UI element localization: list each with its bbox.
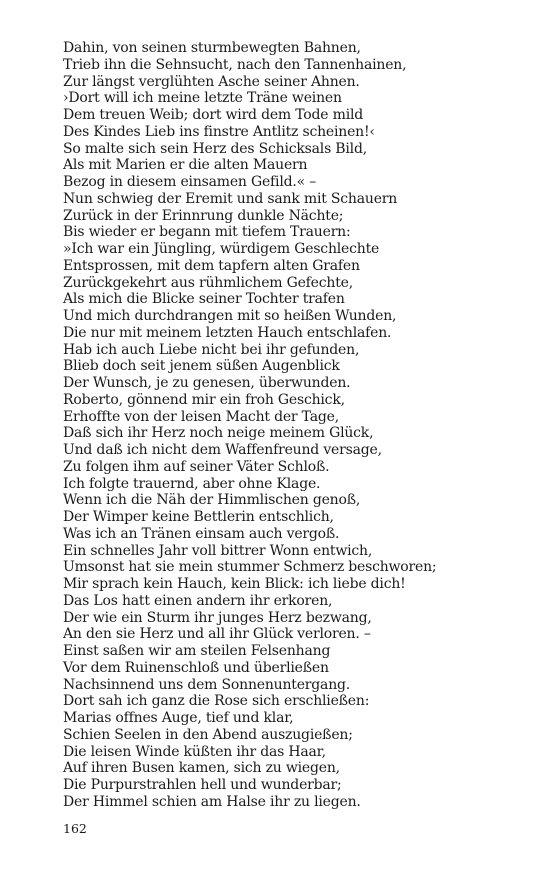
page-number: 162 — [63, 821, 87, 836]
poem-line: Die nur mit meinem letzten Hauch entschlafen. — [63, 324, 392, 341]
poem-line: Und daß ich nicht dem Waffenfreund versage, — [63, 442, 382, 458]
poem-line: Bezog in diesem einsamen Gefild.« – — [63, 174, 317, 190]
poem-line: Auf ihren Busen kamen, sich zu wiegen, — [63, 760, 340, 777]
poem-line: Ein schnelles Jahr voll bittrer Wonn entwich, — [63, 542, 373, 559]
poem-line: Bis wieder er begann mit tiefem Trauern: — [63, 224, 351, 241]
poem-line: Die leisen Winde küßten ihr das Haar, — [63, 743, 326, 760]
poem-line: Der wie ein Sturm ihr junges Herz bezwang, — [63, 609, 372, 626]
poem-line: Wenn ich die Näh der Himmlischen genoß, — [63, 492, 361, 509]
poem-line: Vor dem Ruinenschloß und überließen — [63, 659, 329, 676]
poem-line: Als mich die Blicke seiner Tochter trafen — [63, 291, 345, 308]
poem-line: Der Himmel schien am Halse ihr zu liegen. — [63, 793, 361, 810]
poem-line: Blieb doch seit jenem süßen Augenblick — [63, 358, 340, 375]
poem-line: Roberto, gönnend mir ein froh Geschick, — [63, 391, 345, 408]
poem-line: Der Wunsch, je zu genesen, überwunden. — [63, 375, 351, 391]
poem-line: ›Dort will ich meine letzte Träne weinen — [63, 90, 342, 107]
poem-line: Marias offnes Auge, tief und klar, — [63, 710, 294, 726]
poem-line: Nachsinnend uns dem Sonnenuntergang. — [63, 676, 351, 693]
poem-line: So malte sich sein Herz des Schicksals Bild, — [63, 140, 367, 157]
poem-line: »Ich war ein Jüngling, würdigem Geschlechte — [63, 241, 380, 257]
poem-line: Umsonst hat sie mein stummer Schmerz beschworen; — [63, 559, 437, 576]
poem-line: Die Purpurstrahlen hell und wunderbar; — [63, 777, 342, 793]
poem-line: Daß sich ihr Herz noch neige meinem Glück, — [63, 425, 374, 442]
poem-line: Das Los hatt einen andern ihr erkoren, — [63, 592, 333, 609]
poem-line: Dahin, von seinen sturmbewegten Bahnen, — [63, 40, 361, 56]
poem-line: Ich folgte trauernd, aber ohne Klage. — [63, 475, 321, 492]
poem-line: Und mich durchdrangen mit so heißen Wunden, — [63, 308, 397, 324]
poem-line: Zur längst verglühten Asche seiner Ahnen. — [63, 73, 360, 90]
poem-line: Zurückgekehrt aus rühmlichem Gefechte, — [63, 274, 353, 291]
poem-line: Einst saßen wir am steilen Felsenhang — [63, 643, 331, 659]
poem-line: Als mit Marien er die alten Mauern — [63, 157, 308, 174]
poem-line: Entsprossen, mit dem tapfern alten Grafen — [63, 257, 360, 274]
poem-line: Zurück in der Erinnrung dunkle Nächte; — [63, 207, 344, 224]
poem-line: Dem treuen Weib; dort wird dem Tode mild — [63, 107, 364, 123]
poem-line: Mir sprach kein Hauch, kein Blick: ich liebe dich! — [63, 576, 406, 592]
poem-line: Der Wimper keine Bettlerin entschlich, — [63, 509, 334, 525]
poem-line: An den sie Herz und all ihr Glück verloren. – — [63, 626, 371, 643]
poem-line: Was ich an Tränen einsam auch vergoß. — [63, 525, 340, 542]
poem-line: Nun schwieg der Eremit und sank mit Schauern — [63, 190, 398, 207]
poem-line: Des Kindes Lieb ins finstre Antlitz scheinen!‹ — [63, 123, 375, 140]
poem-line: Erhoffte von der leisen Macht der Tage, — [63, 408, 339, 425]
poem-line: Schien Seelen in den Abend auszugießen; — [63, 726, 353, 743]
poem-line: Hab ich auch Liebe nicht bei ihr gefunden, — [63, 341, 360, 358]
poem-line: Trieb ihn die Sehnsucht, nach den Tannenhainen, — [63, 56, 407, 73]
poem-line: Zu folgen ihm auf seiner Väter Schloß. — [63, 458, 330, 475]
poem-text — [63, 40, 533, 811]
poem-line: Dort sah ich ganz die Rose sich erschließen: — [63, 693, 370, 710]
